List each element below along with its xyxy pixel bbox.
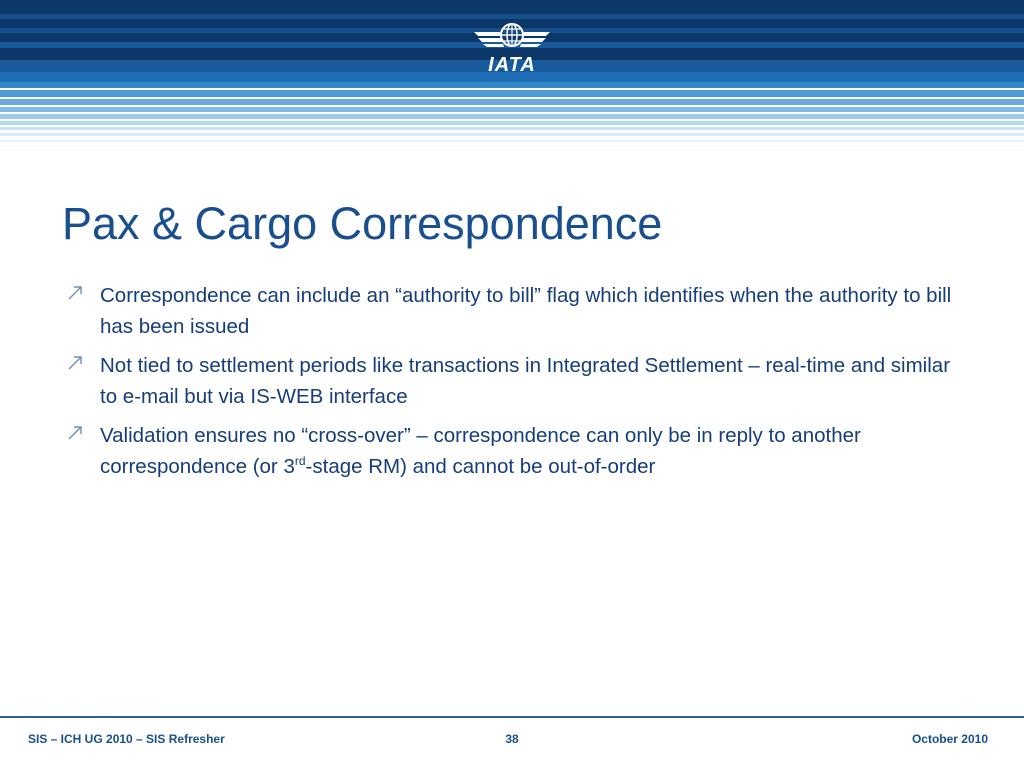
banner-stripe bbox=[0, 146, 1024, 147]
bullet-text: Correspondence can include an “authority to bill” flag which identifies when the authority to bill has been issued bbox=[100, 284, 952, 338]
bullet-item bbox=[62, 350, 962, 412]
footer-page-number: 38 bbox=[505, 732, 519, 746]
banner-stripe bbox=[0, 133, 1024, 136]
footer-divider bbox=[0, 716, 1024, 718]
banner-stripe bbox=[0, 82, 1024, 88]
bullet-item bbox=[62, 420, 962, 482]
bullet-text-continued: -stage RM) and cannot be out-of-order bbox=[305, 455, 656, 478]
banner-stripe bbox=[0, 140, 1024, 142]
banner-stripe bbox=[0, 107, 1024, 112]
footer-presentation-title: SIS – ICH UG 2010 – SIS Refresher bbox=[28, 732, 225, 746]
bullet-list bbox=[62, 280, 962, 490]
banner-stripe bbox=[0, 121, 1024, 125]
bullet-item bbox=[62, 280, 962, 342]
ordinal-superscript: rd bbox=[294, 454, 306, 469]
slide-title: Pax & Cargo Correspondence bbox=[62, 198, 663, 249]
banner-stripe bbox=[0, 127, 1024, 130]
iata-logo bbox=[472, 18, 552, 78]
header-banner bbox=[0, 0, 1024, 150]
banner-stripe bbox=[0, 99, 1024, 105]
diagonal-arrow-icon bbox=[65, 352, 87, 374]
banner-stripe bbox=[0, 90, 1024, 97]
logo-wordmark: IATA bbox=[488, 54, 536, 76]
diagonal-arrow-icon bbox=[65, 282, 87, 304]
bullet-text: Not tied to settlement periods like transactions in Integrated Settlement – real-time and similar to e-mail but via IS-WEB interface bbox=[100, 354, 951, 408]
globe-wings-icon bbox=[472, 18, 552, 56]
bullet-text: Validation ensures no “cross-over” – correspondence can only be in reply to another correspondence (or 3 bbox=[100, 424, 861, 478]
footer-date: October 2010 bbox=[911, 732, 988, 746]
diagonal-arrow-icon bbox=[65, 422, 87, 444]
banner-stripe bbox=[0, 114, 1024, 119]
